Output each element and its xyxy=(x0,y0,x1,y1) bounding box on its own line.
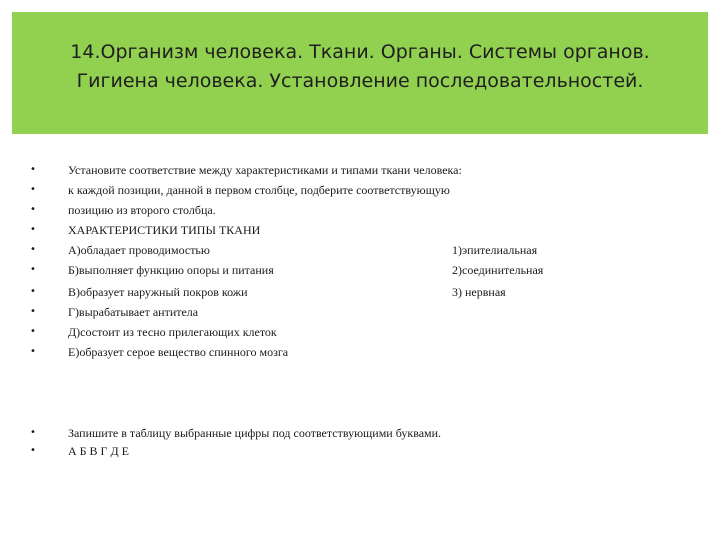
bullet-icon: • xyxy=(30,164,36,175)
column-headers: ХАРАКТЕРИСТИКИ ТИПЫ ТКАНИ xyxy=(68,223,261,237)
bullet-icon: • xyxy=(30,306,36,317)
characteristic-g: Г)вырабатывает антитела xyxy=(68,305,199,319)
task-line: Установите соответствие между характеристиками и типами ткани человека: xyxy=(68,163,462,177)
list-item xyxy=(0,220,720,240)
instruction-line: Запишите в таблицу выбранные цифры под соответствующими буквами. xyxy=(68,426,442,440)
tissue-option-1: 1)эпителиальная xyxy=(452,243,538,257)
characteristic-e: Е)образует серое вещество спинного мозга xyxy=(68,345,289,359)
slide-title: 14.Организм человека. Ткани. Органы. Системы органов. Гигиена человека. Установление последовательностей. xyxy=(70,41,650,92)
list-item xyxy=(0,441,720,461)
bullet-icon: • xyxy=(30,326,36,337)
bullet-icon: • xyxy=(30,224,36,235)
bullet-icon: • xyxy=(30,204,36,215)
bullet-icon: • xyxy=(30,286,36,297)
task-line: к каждой позиции, данной в первом столбце, подберите соответствующую xyxy=(68,183,450,197)
task-line: позицию из второго столбца. xyxy=(68,203,216,217)
bullet-icon: • xyxy=(30,184,36,195)
bullet-icon: • xyxy=(30,264,36,275)
list-item xyxy=(0,282,720,302)
characteristic-d: Д)состоит из тесно прилегающих клеток xyxy=(68,325,277,339)
bullet-icon: • xyxy=(30,445,36,456)
characteristic-a: А)обладает проводимостью xyxy=(68,243,210,257)
list-item xyxy=(0,260,720,280)
title-banner xyxy=(12,12,708,134)
list-item xyxy=(0,180,720,200)
bullet-icon: • xyxy=(30,346,36,357)
list-item xyxy=(0,342,720,362)
tissue-option-2: 2)соединительная xyxy=(452,263,544,277)
list-item xyxy=(0,423,720,443)
answer-letters: А Б В Г Д Е xyxy=(68,444,130,458)
characteristic-b: Б)выполняет функцию опоры и питания xyxy=(68,263,274,277)
characteristic-v: В)образует наружный покров кожи xyxy=(68,285,248,299)
bullet-icon: • xyxy=(30,244,36,255)
list-item xyxy=(0,240,720,260)
list-item xyxy=(0,322,720,342)
list-item xyxy=(0,302,720,322)
bullet-icon: • xyxy=(30,427,36,438)
list-item xyxy=(0,200,720,220)
list-item xyxy=(0,160,720,180)
tissue-option-3: 3) нервная xyxy=(452,285,506,299)
